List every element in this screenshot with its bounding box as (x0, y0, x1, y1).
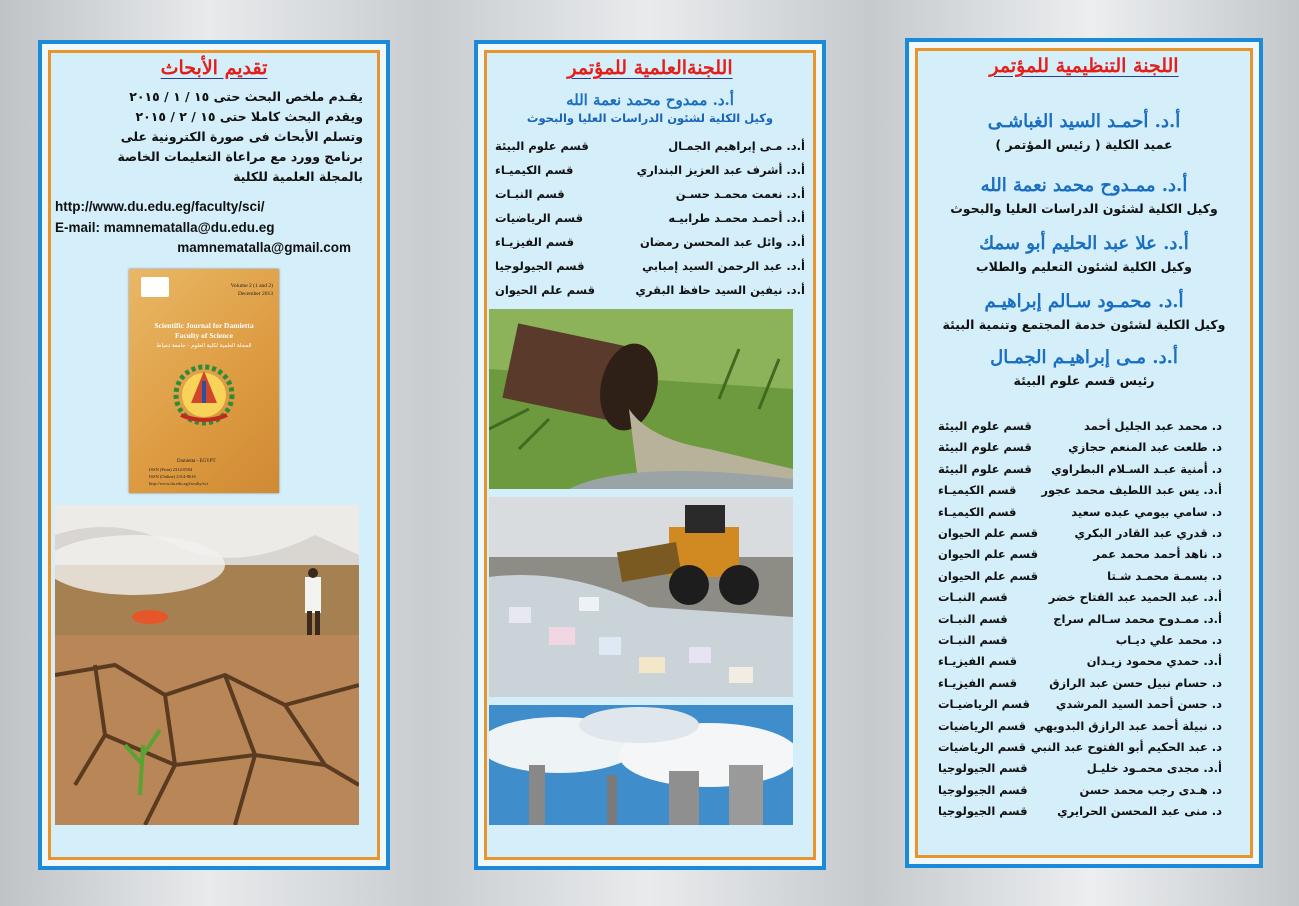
member-name: أ.د. أحمـد محمـد طرابيـه (668, 211, 805, 225)
email-address-1[interactable]: mamnematalla@du.edu.eg (103, 220, 275, 235)
member-role: عميد الكلية ( رئيس المؤتمر ) (995, 137, 1173, 152)
staff-row (938, 440, 1222, 458)
right-panel-title: اللجنة التنظيمية للمؤتمر (989, 55, 1179, 77)
staff-row (938, 590, 1222, 608)
submission-line: يقـدم ملخص البحث حتى ١٥ / ١ / ٢٠١٥ (129, 89, 363, 104)
middle-panel-inner (484, 50, 816, 860)
staff-row (938, 783, 1222, 801)
staff-row (938, 761, 1222, 779)
staff-dept: قسم علم الحيوان (938, 526, 1039, 540)
submission-line: وتسلم الأبحاث فى صورة الكترونية على (120, 129, 363, 144)
scientific-member-row (495, 163, 805, 183)
staff-row (938, 633, 1222, 651)
staff-dept: قسم النبـات (938, 633, 1008, 647)
middle-panel (474, 40, 826, 870)
staff-dept: قسم الفيزيـاء (938, 654, 1018, 669)
scientific-member-row (495, 259, 805, 279)
scientific-member-row (495, 283, 805, 303)
organizing-member (918, 347, 1250, 388)
scientific-member-row (495, 139, 805, 159)
staff-dept: قسم علوم البيئة (938, 419, 1032, 433)
staff-row (938, 740, 1222, 758)
member-name: أ.د. مـى إبراهيم الجمـال (668, 139, 805, 153)
staff-dept: قسم الجيولوجيا (938, 761, 1028, 776)
left-panel (38, 40, 390, 870)
staff-dept: قسم الجيولوجيا (938, 782, 1028, 797)
website-url[interactable]: http://www.du.edu.eg/faculty/sci/ (55, 199, 265, 214)
member-dept: قسم النبـات (495, 187, 565, 201)
journal-web: http://www.du.edu.eg/faculty/sci (149, 481, 208, 486)
staff-dept: قسم علوم البيئة (938, 461, 1032, 476)
member-dept: قسم علم الحيوان (495, 283, 596, 297)
staff-dept: قسم علم الحيوان (938, 547, 1039, 562)
staff-row (938, 697, 1222, 715)
staff-dept: قسم علوم البيئة (938, 440, 1032, 455)
staff-row (938, 804, 1222, 822)
university-logo (141, 277, 169, 297)
staff-row (938, 483, 1222, 501)
member-name: أ.د. مـى إبراهيـم الجمـال (990, 347, 1178, 368)
member-dept: قسم الجيولوجيا (495, 259, 585, 273)
staff-name: د. بسمـة محمـد شـتا (1107, 568, 1222, 583)
staff-row (938, 654, 1222, 672)
member-name: أ.د. نيفين السيد حافظ البقري (635, 283, 805, 297)
head-role: وكيل الكلية لشئون الدراسات العليا والبحوث (526, 111, 774, 125)
right-panel (905, 38, 1263, 868)
journal-place: Damietta - EGYPT (177, 459, 216, 464)
journal-volume: Volume 2 (1 and 2) (230, 283, 273, 289)
staff-dept: قسم الرياضيـات (938, 697, 1030, 712)
member-dept: قسم علوم البيئة (495, 139, 589, 153)
member-name: أ.د. محمـود سـالم إبراهيـم (984, 291, 1184, 312)
left-panel-inner (48, 50, 380, 860)
staff-name: أ.د. مجدى محمـود خليـل (1086, 761, 1222, 776)
journal-date: December 2013 (238, 291, 273, 297)
member-name: أ.د. نعمت محمـد حسـن (675, 187, 805, 201)
member-role: وكيل الكلية لشئون الدراسات العليا والبحوث (950, 201, 1218, 216)
member-role: وكيل الكلية لشئون خدمة المجتمع وتنمية البيئة (942, 317, 1226, 332)
staff-dept: قسم الرياضيات (938, 718, 1026, 733)
member-name: أ.د. ممـدوح محمد نعمة الله (980, 175, 1188, 196)
staff-row (938, 676, 1222, 694)
middle-panel-title: اللجنةالعلمية للمؤتمر (567, 57, 733, 79)
member-name: أ.د. وائل عبد المحسن رمضان (640, 235, 805, 249)
staff-row (938, 526, 1222, 544)
submission-line: ويقدم البحث كاملا حتى ١٥ / ٢ / ٢٠١٥ (135, 109, 363, 124)
submission-line: بالمجلة العلمية للكلية (233, 169, 363, 184)
staff-dept: قسم الجيولوجيا (938, 804, 1028, 819)
staff-row (938, 462, 1222, 480)
right-panel-inner (915, 48, 1253, 858)
scientific-member-row (495, 235, 805, 255)
staff-row (938, 612, 1222, 630)
staff-name: د. ناهد أحمد محمد عمر (1093, 547, 1222, 562)
staff-name: د. حسام نبيل حسن عبد الرازق (1049, 675, 1222, 690)
organizing-member (918, 291, 1250, 332)
head-name: أ.د. ممدوح محمد نعمة الله (566, 91, 734, 109)
email-label: E-mail: (55, 220, 101, 235)
staff-name: د. أمنية عبـد السـلام البطراوي (1051, 461, 1222, 476)
drought-photo (55, 505, 359, 825)
journal-issn-online: ISSN (Online) 2314-8616 (149, 474, 196, 479)
staff-name: د. سامي بيومي عبده سعيد (1071, 504, 1222, 519)
member-name: أ.د. أشرف عبد العزيز البنداري (636, 163, 805, 177)
staff-dept: قسم الكيميـاء (938, 483, 1017, 498)
journal-issn-print: ISSN (Print) 2314-8594 (149, 467, 193, 472)
journal-title-1: Scientific Journal for Damietta (154, 321, 254, 330)
member-name: أ.د. عبد الرحمن السيد إمبابي (642, 259, 805, 273)
scientific-member-row (495, 187, 805, 207)
member-name: أ.د. علا عبد الحليم أبو سمك (979, 233, 1189, 254)
staff-dept: قسم النبـات (938, 611, 1008, 626)
member-dept: قسم الكيميـاء (495, 163, 574, 177)
staff-name: د. قدري عبد القادر البكري (1074, 526, 1222, 540)
submission-line: برنامج وورد مع مراعاة التعليمات الخاصة (117, 149, 363, 164)
staff-row (938, 419, 1222, 437)
member-role: وكيل الكلية لشئون التعليم والطلاب (976, 259, 1192, 274)
staff-name: أ.د. يس عبد اللطيف محمد عجور (1041, 483, 1222, 498)
scientific-committee-head (487, 91, 813, 125)
staff-name: د. محمد علي ديـاب (1115, 633, 1222, 647)
staff-name: أ.د. عبد الحميد عبد الفتاح خضر (1048, 590, 1222, 605)
organizing-member (918, 111, 1250, 152)
staff-row (938, 569, 1222, 587)
staff-name: د. حسن أحمد السيد المرشدي (1055, 697, 1222, 712)
staff-name: د. طلعت عبد المنعم حجازي (1068, 440, 1222, 455)
smokestacks-photo (489, 705, 793, 825)
submission-text (63, 87, 363, 187)
email-address-2[interactable]: mamnematalla@gmail.com (177, 240, 351, 255)
staff-dept: قسم النبـات (938, 590, 1008, 605)
member-name: أ.د. أحمـد السيد الغباشـى (987, 111, 1181, 132)
member-dept: قسم الفيزيـاء (495, 235, 575, 249)
member-dept: قسم الرياضيات (495, 211, 583, 225)
organizing-member (918, 175, 1250, 216)
staff-name: أ.د. حمدي محمود زيـدان (1086, 654, 1222, 669)
staff-dept: قسم علم الحيوان (938, 568, 1039, 583)
left-panel-title: تقديم الأبحاث (160, 57, 268, 79)
journal-emblem (169, 357, 239, 427)
staff-dept: قسم الكيميـاء (938, 504, 1017, 519)
member-role: رئيس قسم علوم البيئة (1013, 373, 1155, 388)
staff-name: د. عبد الحكيم أبو الفتوح عبد النبي (1030, 740, 1222, 754)
journal-cover (129, 269, 279, 493)
journal-arabic-title: المجلة العلمية لكلية العلوم - جامعة دمياط (156, 343, 252, 349)
staff-dept: قسم الرياضيات (938, 740, 1026, 754)
staff-name: د. منى عبد المحسن الحرايري (1057, 804, 1222, 819)
staff-name: د. هـدى رجب محمد حسن (1079, 782, 1222, 797)
journal-title-2: Faculty of Science (175, 331, 233, 340)
scientific-member-row (495, 211, 805, 231)
staff-row (938, 719, 1222, 737)
email-line-1[interactable] (55, 220, 275, 235)
staff-name: أ.د. ممـدوح محمد سـالم سراج (1053, 611, 1222, 626)
waste-bulldozer-photo (489, 497, 793, 697)
organizing-member (918, 233, 1250, 274)
staff-dept: قسم الفيزيـاء (938, 675, 1018, 690)
staff-name: د. نبيلة أحمد عبد الرازق البدويهي (1034, 718, 1222, 733)
staff-name: د. محمد عبد الجليل أحمد (1083, 419, 1222, 433)
sewage-pipe-photo (489, 309, 793, 489)
staff-row (938, 547, 1222, 565)
staff-row (938, 505, 1222, 523)
